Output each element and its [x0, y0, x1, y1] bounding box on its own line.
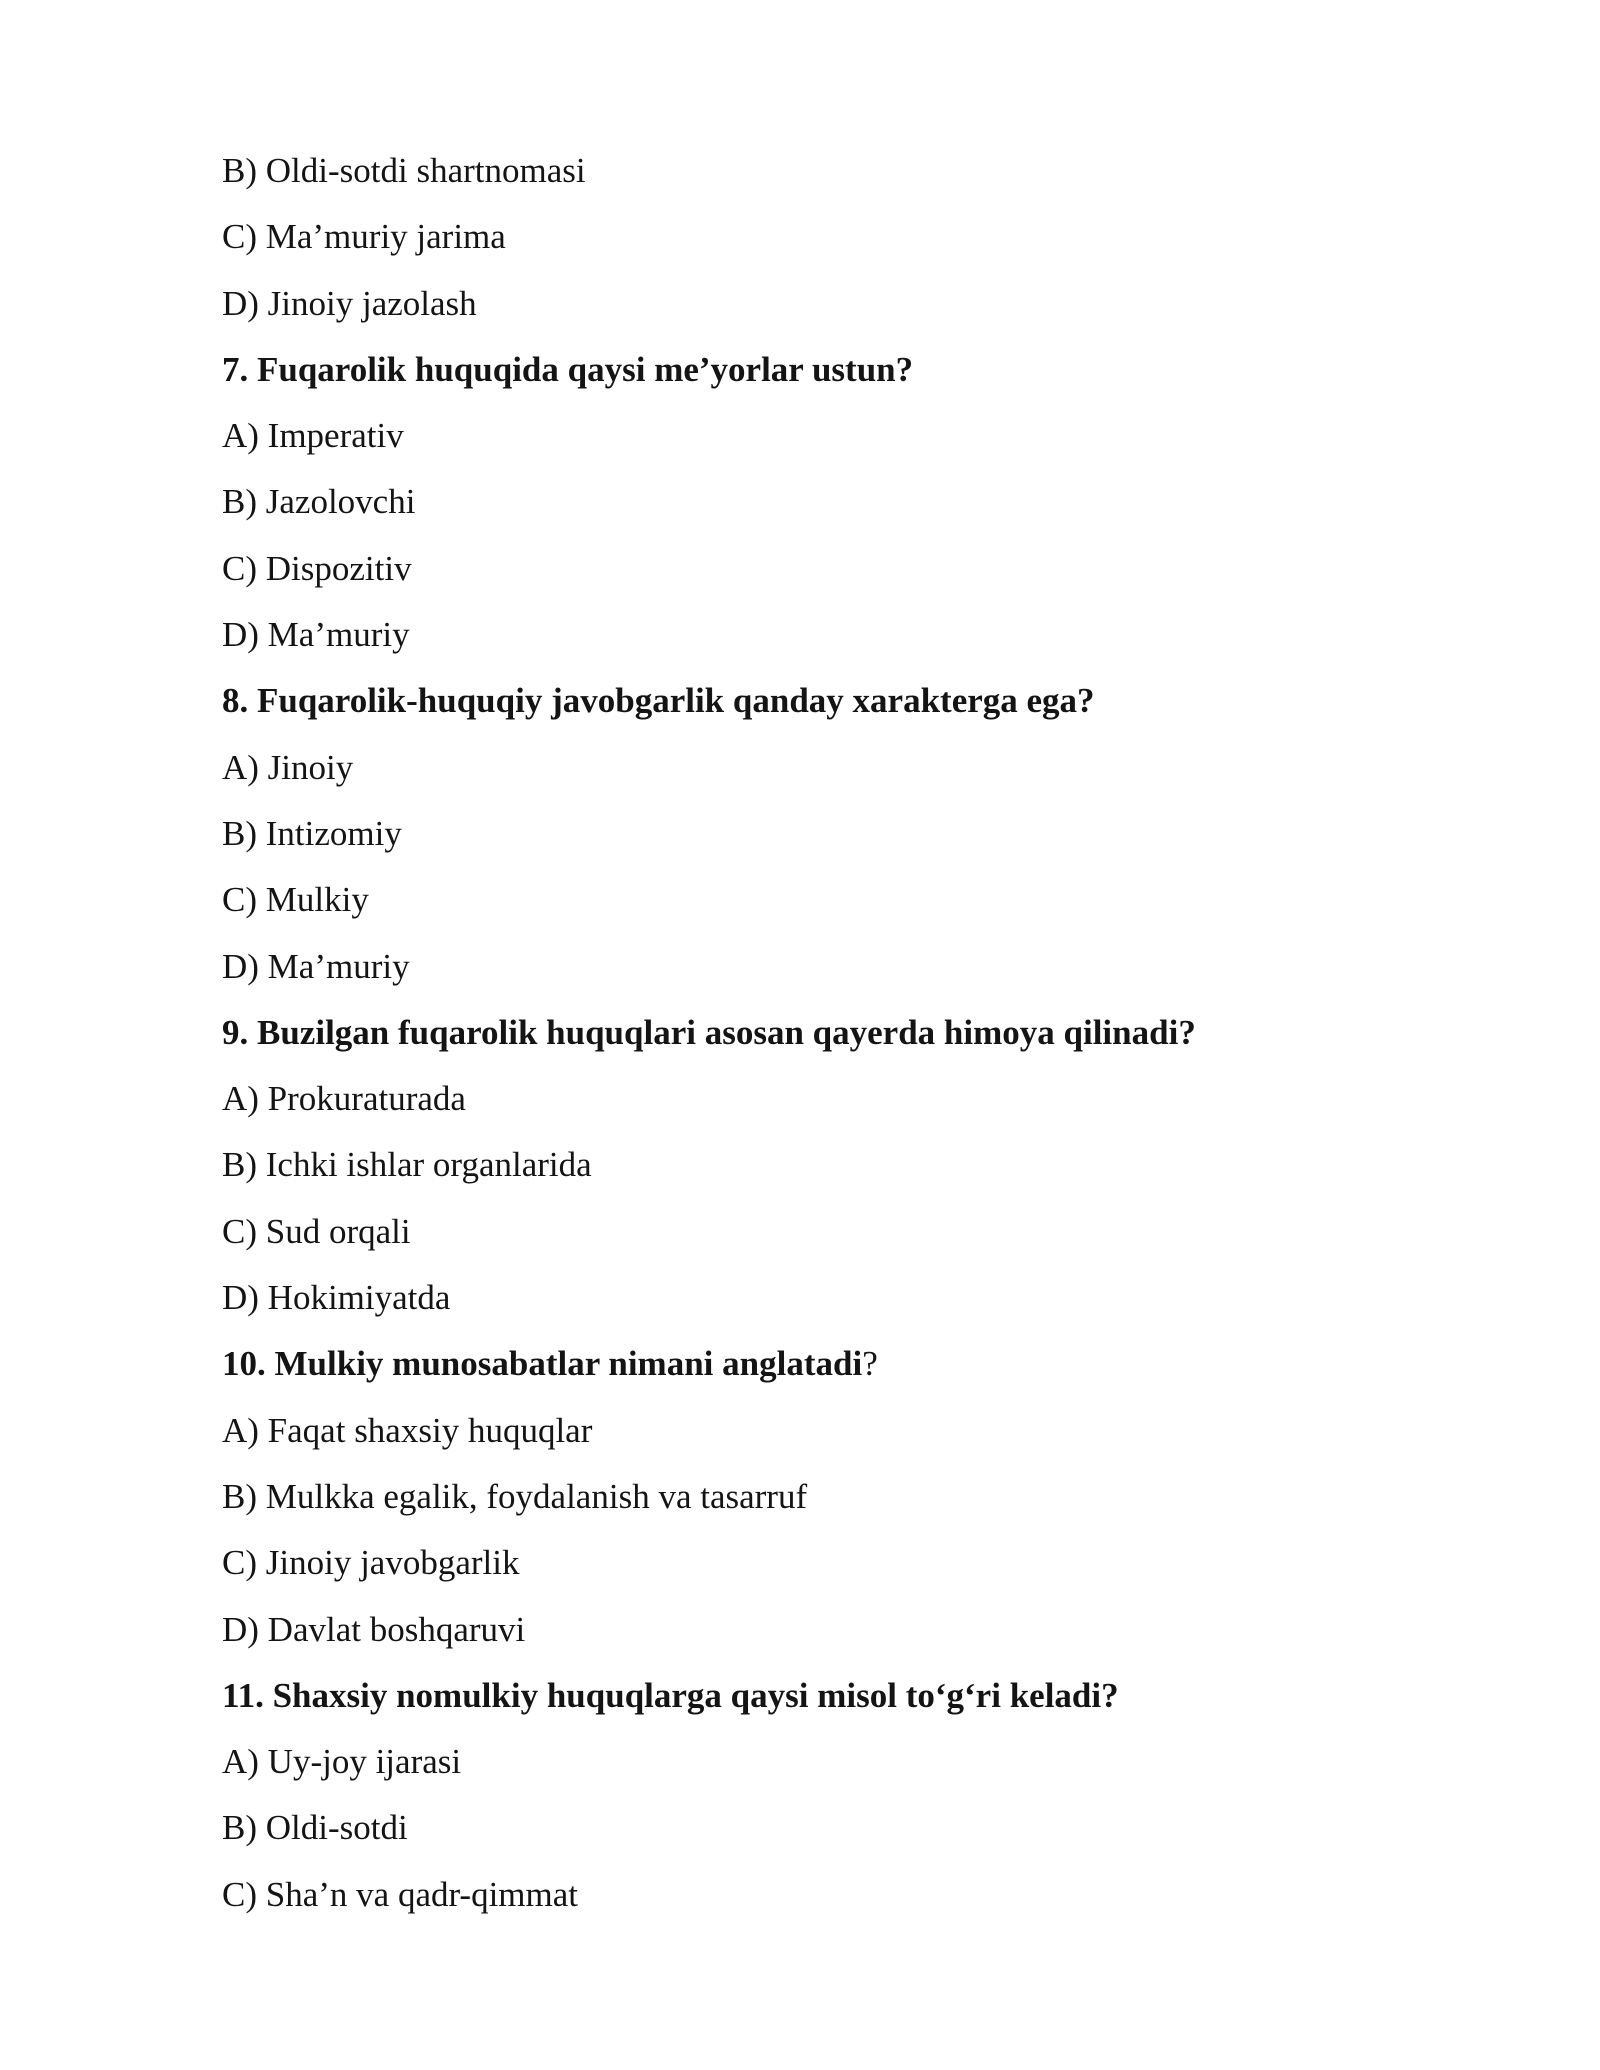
answer-option: C) Dispozitiv: [222, 548, 412, 588]
answer-option: A) Uy-joy ijarasi: [222, 1742, 462, 1782]
question-8: [222, 668, 1422, 734]
question-9: [222, 1000, 1422, 1066]
question-tail: ?: [862, 1344, 878, 1384]
answer-option: A) Faqat shaxsiy huquqlar: [222, 1410, 593, 1450]
answer-option: D) Jinoiy jazolash: [222, 283, 477, 323]
answer-option: D) Ma’muriy: [222, 615, 410, 655]
question-text: 8. Fuqarolik-huquqiy javobgarlik qanday xarakterga ega?: [222, 681, 1095, 721]
question-7: [222, 337, 1422, 403]
question-text: 10. Mulkiy munosabatlar nimani anglatadi: [222, 1344, 863, 1384]
answer-option: D) Hokimiyatda: [222, 1278, 451, 1318]
answer-option: D) Ma’muriy: [222, 946, 410, 986]
answer-option: B) Ichki ishlar organlarida: [222, 1145, 592, 1185]
answer-option: C) Jinoiy javobgarlik: [222, 1543, 520, 1583]
answer-option: B) Mulkka egalik, foydalanish va tasarruf: [222, 1476, 808, 1516]
question-text: 11. Shaxsiy nomulkiy huquqlarga qaysi misol to‘g‘ri keladi?: [222, 1675, 1119, 1715]
answer-option: C) Mulkiy: [222, 880, 369, 920]
document-page: [222, 138, 1422, 1928]
answer-option: C) Sud orqali: [222, 1211, 411, 1251]
answer-option: B) Intizomiy: [222, 813, 402, 853]
answer-option: D) Davlat boshqaruvi: [222, 1609, 526, 1649]
question-10: [222, 1331, 1422, 1397]
answer-option: A) Jinoiy: [222, 747, 354, 787]
answer-option: B) Oldi-sotdi shartnomasi: [222, 151, 586, 190]
answer-option: C) Sha’n va qadr-qimmat: [222, 1874, 579, 1914]
question-11: [222, 1663, 1422, 1729]
answer-option: B) Jazolovchi: [222, 482, 416, 522]
answer-option: B) Oldi-sotdi: [222, 1808, 408, 1848]
answer-option: C) Ma’muriy jarima: [222, 217, 506, 257]
answer-option: A) Prokuraturada: [222, 1079, 466, 1119]
answer-option: A) Imperativ: [222, 416, 404, 456]
question-text: 7. Fuqarolik huquqida qaysi me’yorlar ustun?: [222, 349, 914, 389]
question-text: 9. Buzilgan fuqarolik huquqlari asosan qayerda himoya qilinadi?: [222, 1012, 1196, 1052]
